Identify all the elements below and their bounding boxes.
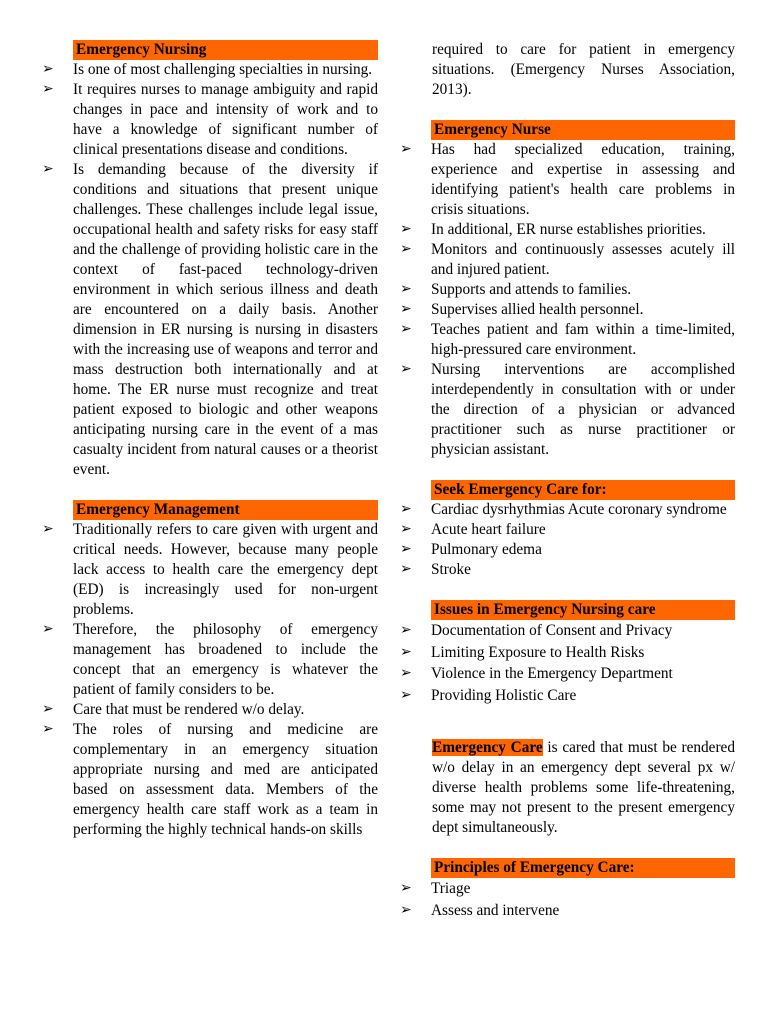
arrow-bullet-icon: ➢ xyxy=(400,562,412,577)
list-item: ➢ Triage xyxy=(398,878,735,900)
list-item: ➢ Supports and attends to families. xyxy=(400,281,632,298)
section-heading-emergency-nursing: Emergency Nursing xyxy=(73,40,378,60)
section-heading-emergency-management: Emergency Management xyxy=(73,500,378,520)
list-item: ➢ It requires nurses to manage ambiguity and rapid changes in pace and intensity of work and to have a knowledge of significant number of clinical presentations disease and conditions. xyxy=(42,81,378,158)
arrow-bullet-icon: ➢ xyxy=(400,687,412,703)
list-item: ➢ Teaches patient and fam within a time-limited, high-pressured care environment. xyxy=(400,321,735,358)
list-item: ➢ Providing Holistic Care xyxy=(398,685,735,707)
continuation-paragraph: required to care for patient in emergency situations. (Emergency Nurses Association, 2013). xyxy=(432,41,735,98)
arrow-bullet-icon: ➢ xyxy=(400,222,412,237)
section-heading-issues-emergency-nursing: Issues in Emergency Nursing care xyxy=(431,600,735,620)
arrow-bullet-icon: ➢ xyxy=(42,702,54,717)
section-heading-emergency-nurse: Emergency Nurse xyxy=(431,120,735,140)
seek-emergency-care-list xyxy=(398,500,735,580)
list-item: ➢ Is one of most challenging specialties in nursing. xyxy=(42,61,373,78)
list-item: ➢ Is demanding because of the diversity if conditions and situations that present unique challenges. These challenges include legal issue, occupational health and safety risks for easy staff and the challenge of providing holistic care in the context of fast-paced technology-driven environment in which serious illness and death are encountered on a daily basis. Another dimension in ER nursing is nursing in disasters with the increasing use of weapons and terror and mass destruction both internationally and at home. The ER nurse must recognize and treat patient exposed to biologic and other weapons anticipating nursing care in the event of a mas casualty incident from natural causes or a theorist event. xyxy=(42,161,378,478)
arrow-bullet-icon: ➢ xyxy=(400,902,412,918)
arrow-bullet-icon: ➢ xyxy=(400,542,412,557)
right-column xyxy=(398,0,735,921)
arrow-bullet-icon: ➢ xyxy=(400,522,412,537)
arrow-bullet-icon: ➢ xyxy=(400,322,412,337)
list-item: ➢ Pulmonary edema xyxy=(400,541,542,558)
arrow-bullet-icon: ➢ xyxy=(400,623,412,638)
list-item: ➢ Nursing interventions are accomplished interdependently in consultation with or under the direction of a physician or advanced practitioner such as nurse practitioner or physician assistant. xyxy=(400,361,735,458)
arrow-bullet-icon: ➢ xyxy=(400,142,412,157)
arrow-bullet-icon: ➢ xyxy=(400,666,412,681)
arrow-bullet-icon: ➢ xyxy=(400,362,412,377)
list-item: ➢ Stroke xyxy=(400,561,471,578)
emergency-nurse-list xyxy=(398,140,735,460)
arrow-bullet-icon: ➢ xyxy=(42,82,54,97)
arrow-bullet-icon: ➢ xyxy=(42,722,54,737)
list-item: ➢ Cardiac dysrhythmias Acute coronary syndrome xyxy=(400,501,727,518)
arrow-bullet-icon: ➢ xyxy=(42,162,54,177)
list-item: ➢ Violence in the Emergency Department xyxy=(398,663,735,685)
section-heading-principles-emergency-care: Principles of Emergency Care: xyxy=(431,858,735,878)
list-item: ➢ In additional, ER nurse establishes priorities. xyxy=(400,221,706,238)
list-item: ➢ Traditionally refers to care given with urgent and critical needs. However, because many people lack access to health care the emergency dept (ED) is increasingly used for non-urgent problems. xyxy=(42,521,378,618)
list-item: ➢ Therefore, the philosophy of emergency management has broadened to include the concept that an emergency is whatever the patient of family considers to be. xyxy=(42,621,378,698)
emergency-nursing-list xyxy=(40,60,378,480)
arrow-bullet-icon: ➢ xyxy=(42,622,54,637)
emergency-care-definition: Emergency Care is cared that must be rendered w/o delay in an emergency dept several px w/ diverse health problems some life-threatening, some may not present to the present emergency dept simultaneously. xyxy=(432,739,735,836)
list-item: ➢ Monitors and continuously assesses acutely ill and injured patient. xyxy=(400,241,735,278)
section-heading-seek-emergency-care: Seek Emergency Care for: xyxy=(431,480,735,500)
issues-list xyxy=(398,620,735,706)
list-item: ➢ Acute heart failure xyxy=(400,521,546,538)
arrow-bullet-icon: ➢ xyxy=(42,62,54,77)
emergency-care-term: Emergency Care xyxy=(432,739,543,756)
arrow-bullet-icon: ➢ xyxy=(400,282,412,297)
arrow-bullet-icon: ➢ xyxy=(400,242,412,257)
arrow-bullet-icon: ➢ xyxy=(400,302,412,317)
list-item: ➢ Documentation of Consent and Privacy xyxy=(398,620,735,642)
list-item: ➢ Care that must be rendered w/o delay. xyxy=(42,701,305,718)
arrow-bullet-icon: ➢ xyxy=(42,522,54,537)
arrow-bullet-icon: ➢ xyxy=(400,881,412,896)
list-item: ➢ Has had specialized education, training, experience and expertise in assessing and identifying patient's health care problems in crisis situations. xyxy=(400,141,735,218)
arrow-bullet-icon: ➢ xyxy=(400,644,412,660)
principles-list xyxy=(398,878,735,921)
list-item: ➢ Assess and intervene xyxy=(398,900,735,922)
arrow-bullet-icon: ➢ xyxy=(400,502,412,517)
list-item: ➢ Supervises allied health personnel. xyxy=(400,301,644,318)
emergency-management-list xyxy=(40,520,378,840)
list-item: ➢ Limiting Exposure to Health Risks xyxy=(398,642,735,664)
list-item: ➢ The roles of nursing and medicine are complementary in an emergency situation appropriate nursing and med are anticipated based on assessment data. Members of the emergency health care staff work as a team in performing the highly technical hands-on skills xyxy=(42,721,378,838)
left-column xyxy=(40,0,378,840)
